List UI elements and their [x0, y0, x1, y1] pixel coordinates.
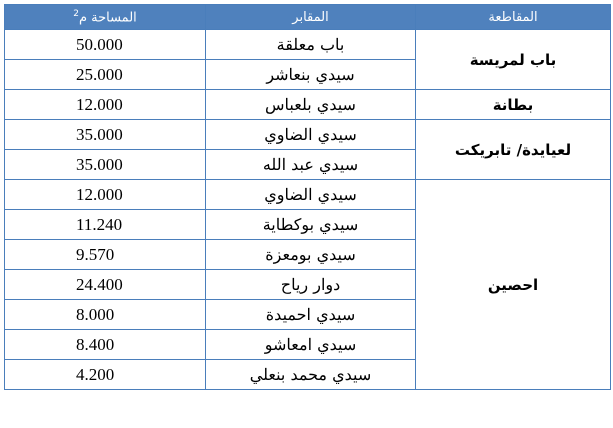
area-cell: 50.000 — [5, 30, 206, 60]
cemetery-cell: سيدي عبد الله — [206, 150, 416, 180]
area-cell: 11.240 — [5, 210, 206, 240]
cemetery-cell: سيدي الضاوي — [206, 120, 416, 150]
area-cell: 4.200 — [5, 360, 206, 390]
header-row — [5, 5, 611, 30]
cemetery-cell: سيدي الضاوي — [206, 180, 416, 210]
table-row — [5, 180, 611, 210]
cemetery-cell: سيدي محمد بنعلي — [206, 360, 416, 390]
cemetery-cell: باب معلقة — [206, 30, 416, 60]
district-cell: بطانة — [416, 90, 611, 120]
area-cell: 24.400 — [5, 270, 206, 300]
area-cell: 8.000 — [5, 300, 206, 330]
cemetery-cell: سيدي بلعباس — [206, 90, 416, 120]
area-cell: 12.000 — [5, 180, 206, 210]
area-cell: 25.000 — [5, 60, 206, 90]
cemetery-cell: سيدي بوكطاية — [206, 210, 416, 240]
header-area-label: المساحة م — [78, 10, 137, 26]
table-row — [5, 90, 611, 120]
area-cell: 8.400 — [5, 330, 206, 360]
area-cell: 35.000 — [5, 150, 206, 180]
header-area-superscript: 2 — [73, 8, 79, 19]
area-cell: 35.000 — [5, 120, 206, 150]
table-row — [5, 30, 611, 60]
cemetery-cell: دوار رياح — [206, 270, 416, 300]
header-area — [5, 5, 206, 30]
header-cemeteries: المقابر — [206, 5, 416, 30]
cemeteries-table — [4, 4, 611, 390]
area-cell: 12.000 — [5, 90, 206, 120]
cemetery-cell: سيدي بومعزة — [206, 240, 416, 270]
cemeteries-table-container — [4, 4, 610, 390]
cemetery-cell: سيدي بنعاشر — [206, 60, 416, 90]
district-cell: لعيايدة/ تابريكت — [416, 120, 611, 180]
table-row — [5, 120, 611, 150]
header-district: المقاطعة — [416, 5, 611, 30]
area-cell: 9.570 — [5, 240, 206, 270]
district-cell: باب لمريسة — [416, 30, 611, 90]
cemetery-cell: سيدي احميدة — [206, 300, 416, 330]
district-cell: احصين — [416, 180, 611, 390]
cemetery-cell: سيدي امعاشو — [206, 330, 416, 360]
